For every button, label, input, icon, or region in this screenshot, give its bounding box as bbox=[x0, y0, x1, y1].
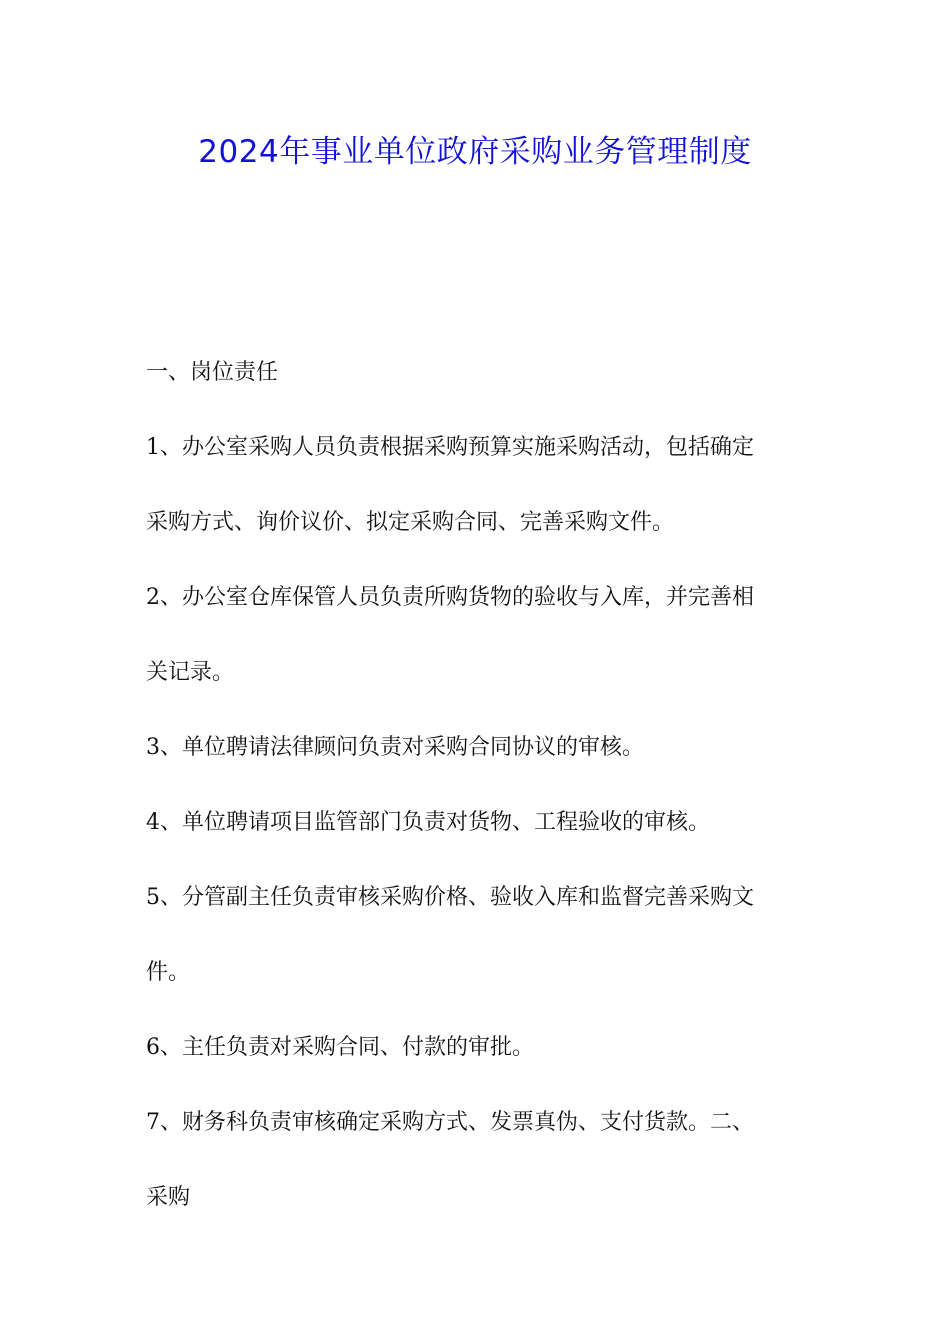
paragraph-line: 1、办公室采购人员负责根据采购预算实施采购活动，包括确定 bbox=[146, 435, 754, 460]
paragraph-line: 件。 bbox=[146, 960, 191, 985]
paragraph-line: 2、办公室仓库保管人员负责所购货物的验收与入库，并完善相 bbox=[146, 585, 754, 610]
paragraph-line: 3、单位聘请法律顾问负责对采购合同协议的审核。 bbox=[146, 735, 644, 760]
document-body bbox=[146, 335, 826, 1235]
page-title: 2024年事业单位政府采购业务管理制度 bbox=[198, 134, 752, 170]
paragraph-line: 5、分管副主任负责审核采购价格、验收入库和监督完善采购文 bbox=[146, 885, 754, 910]
paragraph-line: 采购方式、询价议价、拟定采购合同、完善采购文件。 bbox=[146, 510, 675, 535]
paragraph-line: 7、财务科负责审核确定采购方式、发票真伪、支付货款。二、 bbox=[146, 1110, 754, 1135]
paragraph-line: 采购 bbox=[146, 1185, 191, 1210]
paragraph-line: 关记录。 bbox=[146, 660, 235, 685]
paragraph-line: 6、主任负责对采购合同、付款的审批。 bbox=[146, 1035, 534, 1060]
paragraph-line: 4、单位聘请项目监管部门负责对货物、工程验收的审核。 bbox=[146, 810, 710, 835]
section-heading: 一、岗位责任 bbox=[146, 360, 279, 385]
